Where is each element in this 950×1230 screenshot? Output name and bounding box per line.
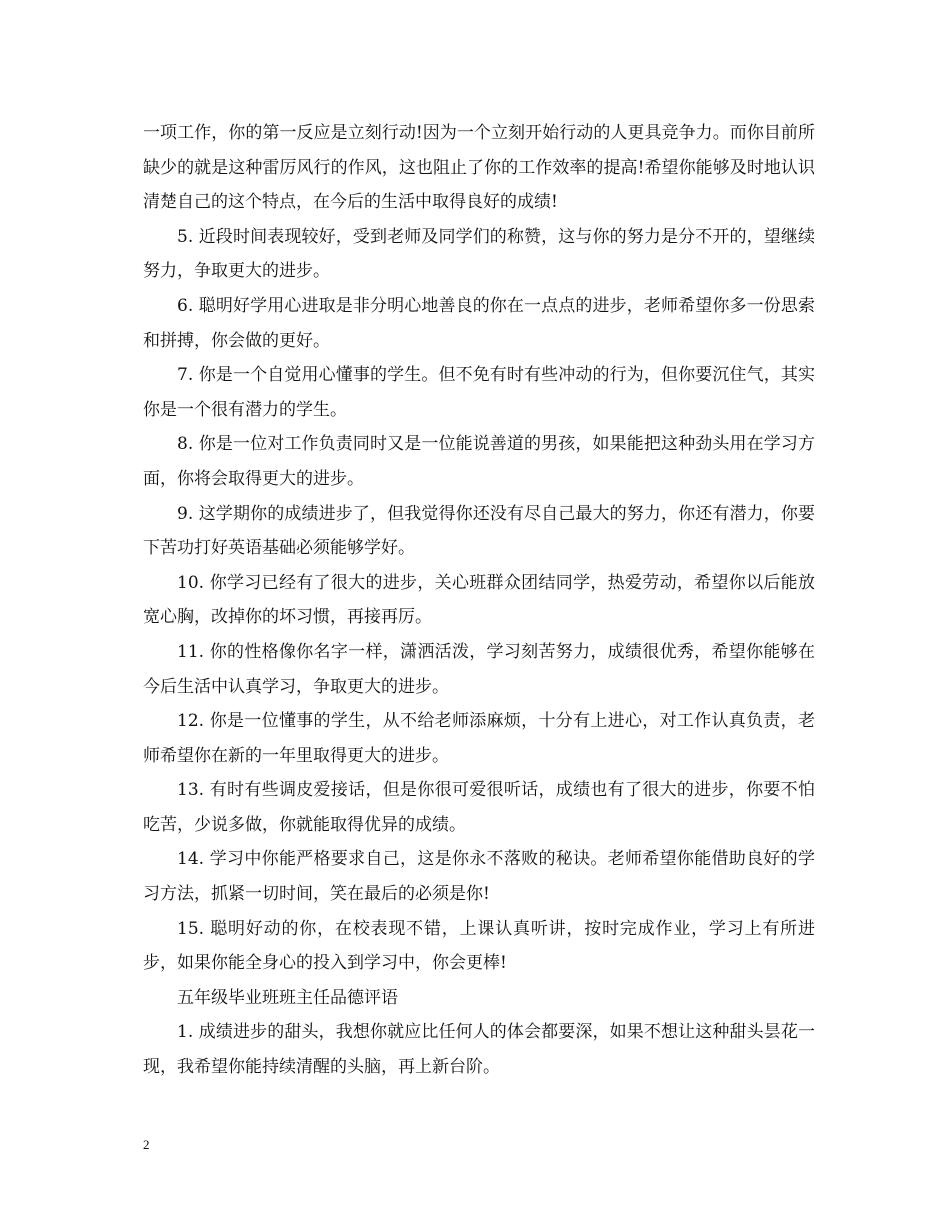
paragraph-grade5-comment-1: 1. 成绩进步的甜头，我想你就应比任何人的体会都要深，如果不想让这种甜头昙花一现，我希望你能持续清醒的头脑，再上新台阶。 xyxy=(143,1022,815,1078)
paragraph-comment-10: 10. 你学习已经有了很大的进步，关心班群众团结同学，热爱劳动，希望你以后能放宽心胸，改掉你的坏习惯，再接再厉。 xyxy=(143,572,815,628)
paragraph-comment-6: 6. 聪明好学用心进取是非分明心地善良的你在一点点的进步，老师希望你多一份思索和拼搏，你会做的更好。 xyxy=(143,295,815,351)
paragraph-comment-11: 11. 你的性格像你名字一样，潇洒活泼，学习刻苦努力，成绩很优秀，希望你能够在今后生活中认真学习，争取更大的进步。 xyxy=(143,641,815,697)
paragraph-comment-12: 12. 你是一位懂事的学生，从不给老师添麻烦，十分有上进心，对工作认真负责，老师希望你在新的一年里取得更大的进步。 xyxy=(143,711,815,766)
paragraph-comment-8: 8. 你是一位对工作负责同时又是一位能说善道的男孩，如果能把这种劲头用在学习方面，你将会取得更大的进步。 xyxy=(143,434,815,489)
paragraph-comment-5: 5. 近段时间表现较好，受到老师及同学们的称赞，这与你的努力是分不开的，望继续努力，争取更大的进步。 xyxy=(143,226,815,282)
paragraph-comment-13: 13. 有时有些调皮爱接话，但是你很可爱很听话，成绩也有了很大的进步，你要不怕吃苦，少说多做，你就能取得优异的成绩。 xyxy=(143,780,815,835)
document-body xyxy=(143,116,815,1085)
paragraph-continuation: 一项工作，你的第一反应是立刻行动!因为一个立刻开始行动的人更具竞争力。而你目前所缺少的就是这种雷厉风行的作风，这也阻止了你的工作效率的提高!希望你能够及时地认识清楚自己的这个特点，在今后的生活中取得良好的成绩! xyxy=(143,123,815,213)
section-heading: 五年级毕业班班主任品德评语 xyxy=(177,987,398,1008)
paragraph-comment-15: 15. 聪明好动的你，在校表现不错，上课认真听讲，按时完成作业，学习上有所进步，如果你能全身心的投入到学习中，你会更棒! xyxy=(143,918,815,974)
paragraph-comment-9: 9. 这学期你的成绩进步了，但我觉得你还没有尽自己最大的努力，你还有潜力，你要下苦功打好英语基础必须能够学好。 xyxy=(143,503,815,559)
paragraph-comment-7: 7. 你是一个自觉用心懂事的学生。但不免有时有些冲动的行为，但你要沉住气，其实你是一个很有潜力的学生。 xyxy=(143,365,815,420)
paragraph-comment-14: 14. 学习中你能严格要求自己，这是你永不落败的秘诀。老师希望你能借助良好的学习方法，抓紧一切时间，笑在最后的必须是你! xyxy=(143,849,815,905)
page-number: 2 xyxy=(143,1137,150,1152)
